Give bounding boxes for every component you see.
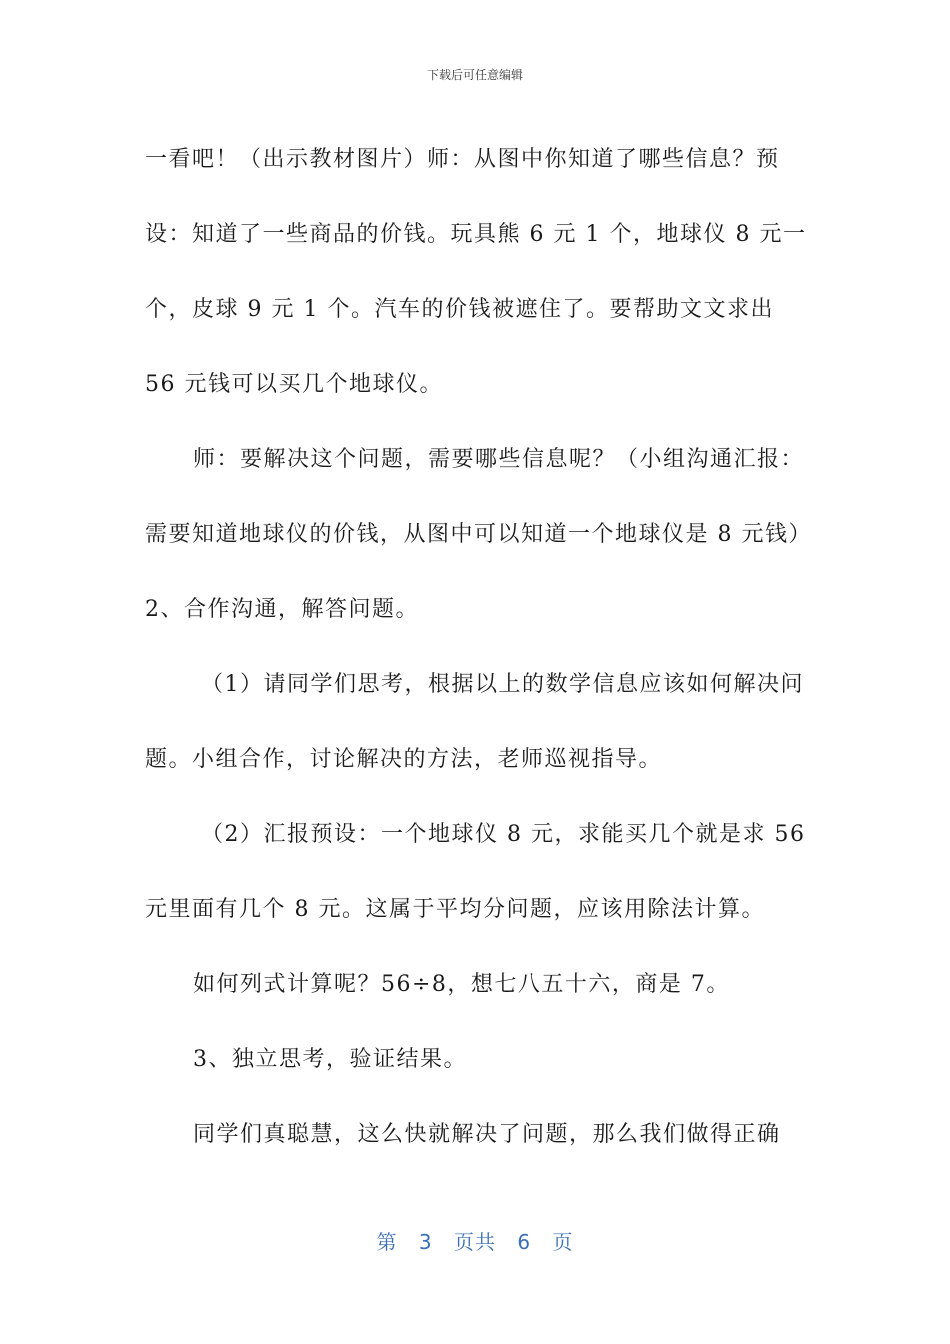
- footer-middle: 页共: [454, 1230, 496, 1254]
- footer-prefix: 第: [376, 1230, 398, 1254]
- paragraph-5: 如何列式计算呢？56÷8，想七八五十六，商是 7。: [193, 972, 730, 997]
- document-body: [145, 122, 810, 1172]
- paragraph-6: 3、独立思考，验证结果。: [193, 1047, 467, 1072]
- paragraph-3: （1）请同学们思考，根据以上的数学信息应该如何解决问题。小组合作，讨论解决的方法，老师巡视指导。: [145, 672, 804, 772]
- paragraph-2: 师：要解决这个问题，需要哪些信息呢？（小组沟通汇报：需要知道地球仪的价钱，从图中可以知道一个地球仪是 8 元钱）2、合作沟通，解答问题。: [145, 447, 805, 622]
- footer-total-pages: 6: [517, 1230, 532, 1254]
- paragraph-4: （2）汇报预设：一个地球仪 8 元，求能买几个就是求 56 元里面有几个 8 元。这属于平均分问题，应该用除法计算。: [145, 822, 806, 922]
- paragraph-1: 一看吧！（出示教材图片）师：从图中你知道了哪些信息？预设：知道了一些商品的价钱。玩具熊 6 元 1 个，地球仪 8 元一个，皮球 9 元 1 个。汽车的价钱被遮住了。要帮助文文求出 56 元钱可以买几个地球仪。: [145, 147, 807, 397]
- footer-current-page: 3: [418, 1230, 433, 1254]
- paragraph-7: 同学们真聪慧，这么快就解决了问题，那么我们做得正确: [193, 1122, 781, 1147]
- page-header-note: 下载后可任意编辑: [426, 68, 523, 82]
- footer-suffix: 页: [552, 1230, 574, 1254]
- page-footer: [0, 1226, 950, 1255]
